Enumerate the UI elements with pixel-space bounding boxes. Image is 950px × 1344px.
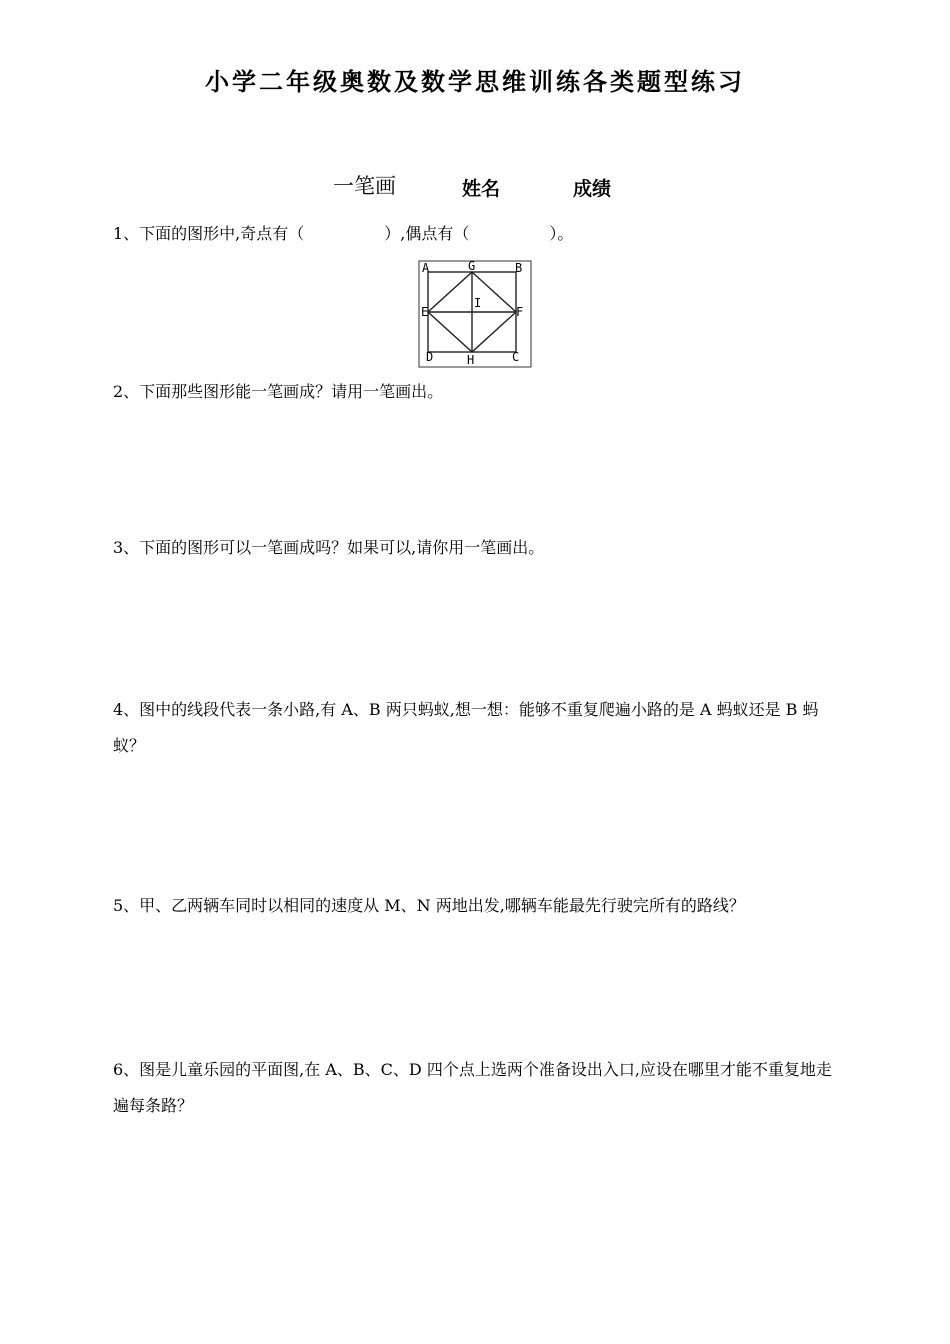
label-f: F [516, 305, 524, 319]
label-i: I [474, 296, 482, 310]
question-3: 3、下面的图形可以一笔画成吗？如果可以,请你用一笔画出。 [113, 538, 545, 557]
question-6: 6、图是儿童乐园的平面图,在 A、B、C、D 四个点上选两个准备设出入口,应设在哪里才能不重复地走遍每条路？ [113, 1060, 832, 1115]
label-a: A [422, 261, 430, 275]
label-b: B [515, 261, 523, 275]
figure-svg [418, 260, 532, 368]
label-c: C [512, 350, 520, 364]
label-e: E [421, 305, 429, 319]
name-label: 姓名 [462, 178, 501, 200]
label-g: G [468, 260, 476, 273]
label-d: D [426, 350, 434, 364]
section-title: 一笔画 [333, 174, 396, 198]
question-5: 5、甲、乙两辆车同时以相同的速度从 M、N 两地出发,哪辆车能最先行驶完所有的路线？ [113, 896, 745, 915]
page-title: 小学二年级奥数及数学思维训练各类题型练习 [205, 67, 745, 96]
label-h: H [467, 353, 475, 367]
question-2: 2、下面那些图形能一笔画成？请用一笔画出。 [113, 382, 444, 401]
question-1: 1、下面的图形中,奇点有（ ）,偶点有（ ）。 [113, 224, 574, 243]
square-diamond-figure [418, 260, 532, 368]
question-4: 4、图中的线段代表一条小路,有 A、B 两只蚂蚁,想一想：能够不重复爬遍小路的是 A 蚂蚁还是 B 蚂蚁？ [113, 700, 819, 755]
score-label: 成绩 [573, 178, 612, 200]
